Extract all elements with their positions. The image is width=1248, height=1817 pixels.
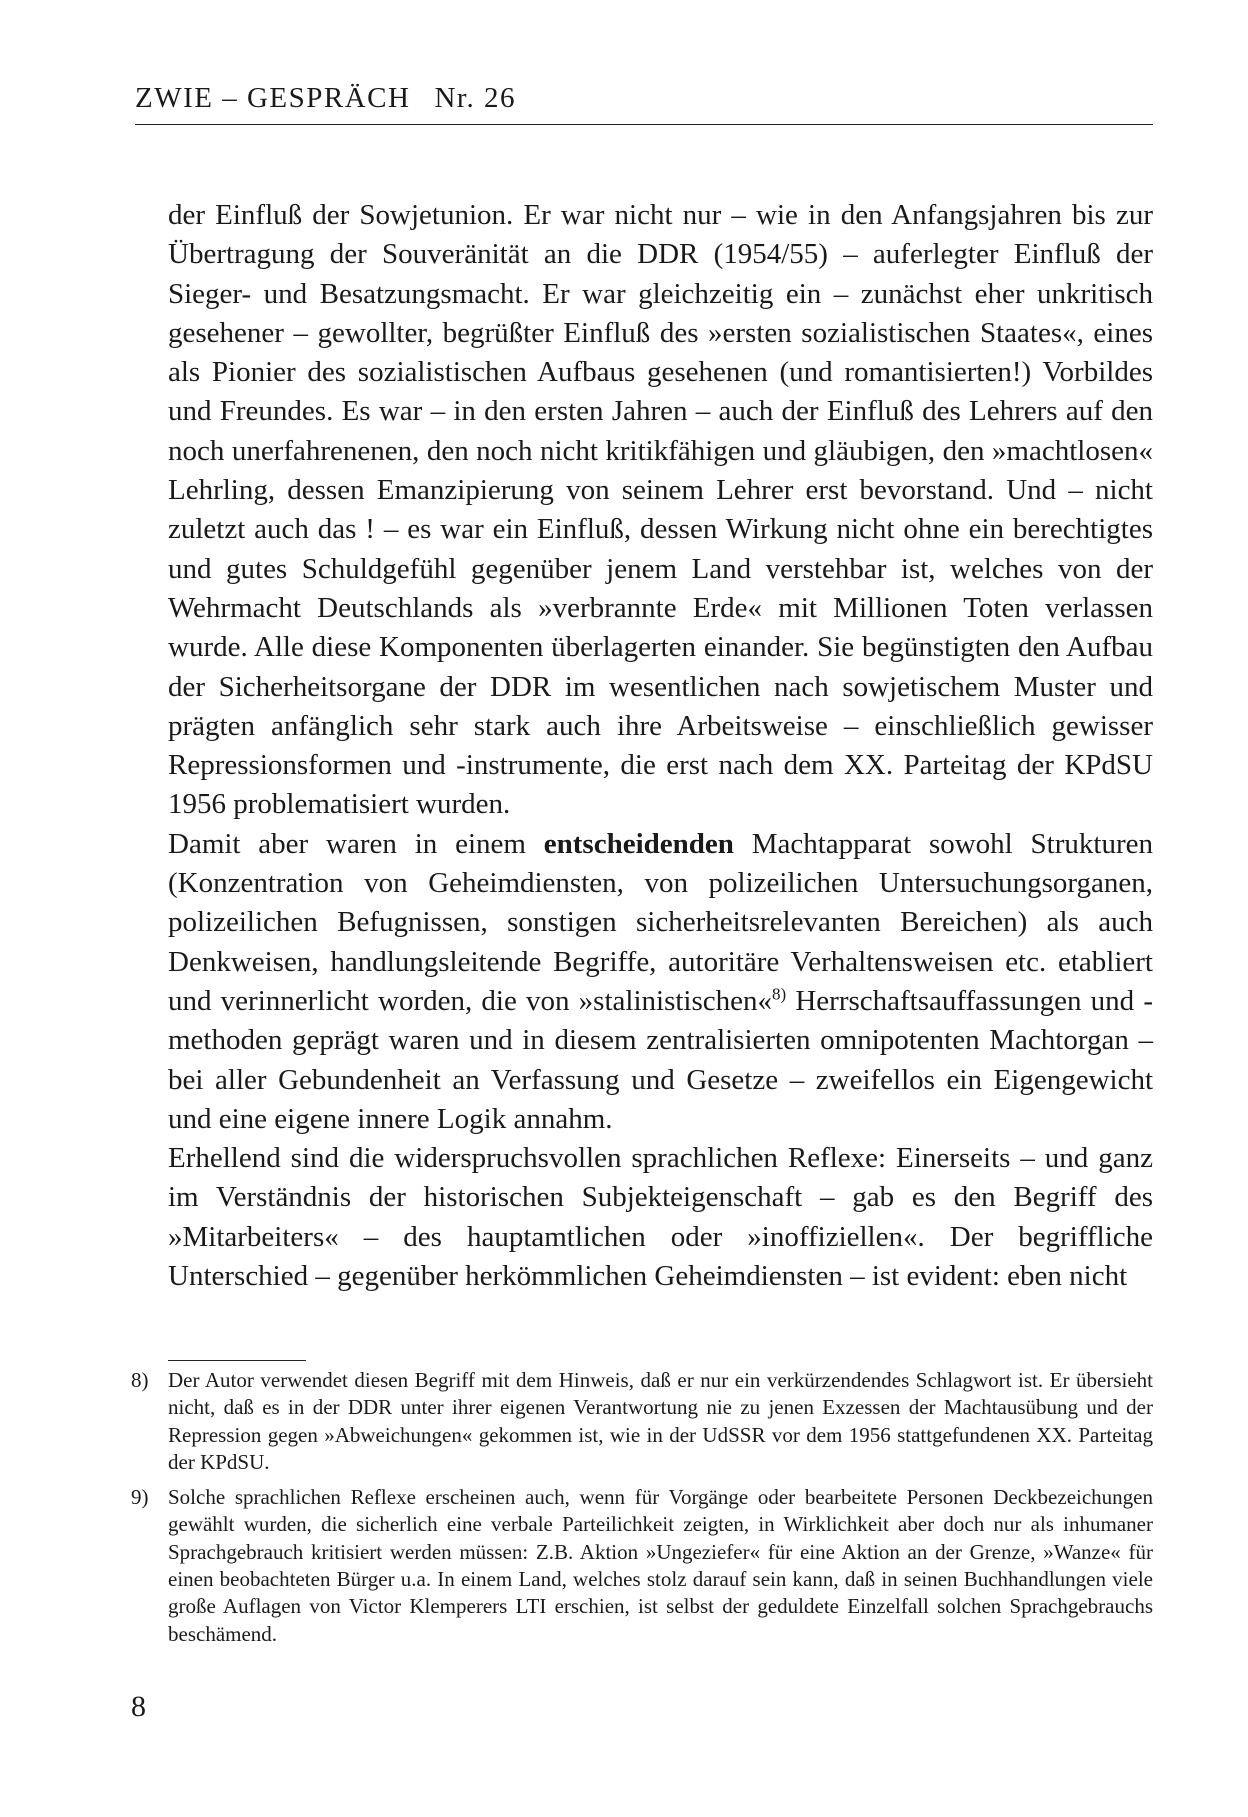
footnote-number: 9) <box>131 1485 149 1510</box>
emphasized-word: entscheidenden <box>543 827 734 860</box>
running-header <box>135 80 1153 125</box>
page-number: 8 <box>131 1690 146 1723</box>
footnotes <box>131 1367 1153 1656</box>
footnote-number: 8) <box>131 1368 149 1392</box>
header-series-title: ZWIE – GESPRÄCH <box>135 82 411 114</box>
header-issue-number: Nr. 26 <box>434 82 516 114</box>
footnote-reference[interactable]: 8) <box>772 984 787 1004</box>
body-paragraph: der Einfluß der Sowjetunion. Er war nicht nur – wie in den Anfangsjahren bis zur Übertragung der Souveränität an die DDR (1954/55) – auferlegter Einfluß der Sieger- und Besatzungsmacht. Er war gleichzeitig ein – zunächst eher unkritisch gesehener – gewollter, begrüßter Einfluß des »ersten sozialistischen Staates«, eines als Pionier des sozialistischen Aufbaus gesehenen (und romantisierten!) Vorbildes und Freundes. Es war – in den ersten Jahren – auch der Einfluß des Lehrers auf den noch unerfahrenenen, den noch nicht kritikfähigen und gläubigen, den »machtlosen« Lehrling, dessen Emanzipierung von seinem Lehrer erst bevorstand. Und – nicht zuletzt auch das ! – es war ein Einfluß, dessen Wirkung nicht ohne ein berechtigtes und gutes Schuldgefühl gegenüber jenem Land verstehbar ist, welches von der Wehrmacht Deutschlands als »verbrannte Erde« mit Millionen Toten verlassen wurde. Alle diese Komponenten überlagerten einander. Sie begünstigten den Aufbau der Sicherheitsorgane der DDR im wesentlichen nach sowjetischem Muster und prägten anfänglich sehr stark auch ihre Arbeitsweise – einschließlich gewisser Repressionsformen und -instrumente, die erst nach dem XX. Parteitag der KPdSU 1956 problematisiert wurden. <box>168 199 1153 821</box>
footnote-item <box>131 1484 1153 1648</box>
body-text-run: Machtapparat sowohl Strukturen (Konzentration von Geheimdiensten, von polizeilichen Untersuchungsorganen, polizeilichen Befugnissen, sonstigen sicherheitsrelevanten Bereichen) als auch Denkweisen, handlungsleitende Begriffe, autoritäre Verhaltensweisen etc. etabliert und verinnerlicht worden, die von »stalinistischen« <box>168 827 1153 1017</box>
body-paragraph <box>168 825 1153 1139</box>
footnote-separator <box>168 1360 306 1361</box>
body-text <box>168 196 1153 1296</box>
body-text-run: Damit aber waren in einem <box>168 827 544 860</box>
body-paragraph: Erhellend sind die widerspruchsvollen sprachlichen Reflexe: Einerseits – und ganz im Verständnis der historischen Subjekteigenschaft – gab es den Begriff des »Mitarbeiters« – des hauptamtlichen oder »inoffiziellen«. Der begriffliche Unterschied – gegenüber herkömmlichen Geheimdiensten – ist evident: eben nicht <box>168 1142 1153 1293</box>
footnote-text: Solche sprachlichen Reflexe erscheinen auch, wenn für Vorgänge oder bearbeitete Personen Deckbezeichungen gewählt wurden, die sicherlich eine verbale Parteilichkeit zeigten, in Wirklichkeit aber doch nur als inhumaner Sprachgebrauch kritisiert werden müssen: Z.B. Aktion »Ungeziefer« für eine Aktion an der Grenze, »Wanze« für einen beobachteten Bürger u.a. In einem Land, welches stolz darauf sein kann, daß in seinen Buchhandlungen viele große Auflagen von Victor Klemperers LTI erschien, ist selbst der geduldete Einzelfall solchen Sprachgebrauchs beschämend. <box>168 1485 1153 1646</box>
footnote-text: Der Autor verwendet diesen Begriff mit dem Hinweis, daß er nur ein verkürzendendes Schlagwort ist. Er übersieht nicht, daß es in der DDR unter ihrer eigenen Verantwortung nie zu jenen Exzessen der Machtausübung und der Repression gegen »Abweichungen« gekommen ist, wie in der UdSSR vor dem 1956 stattgefundenen XX. Parteitag der KPdSU. <box>168 1368 1153 1474</box>
body-text-run: Herrschaftsauffassungen und -methoden geprägt waren und in diesem zentralisierten omnipotenten Machtorgan – bei aller Gebundenheit an Verfassung und Gesetze – zweifellos ein Eigengewicht und eine eigene innere Logik annahm. <box>168 984 1154 1135</box>
footnote-item <box>131 1367 1153 1476</box>
